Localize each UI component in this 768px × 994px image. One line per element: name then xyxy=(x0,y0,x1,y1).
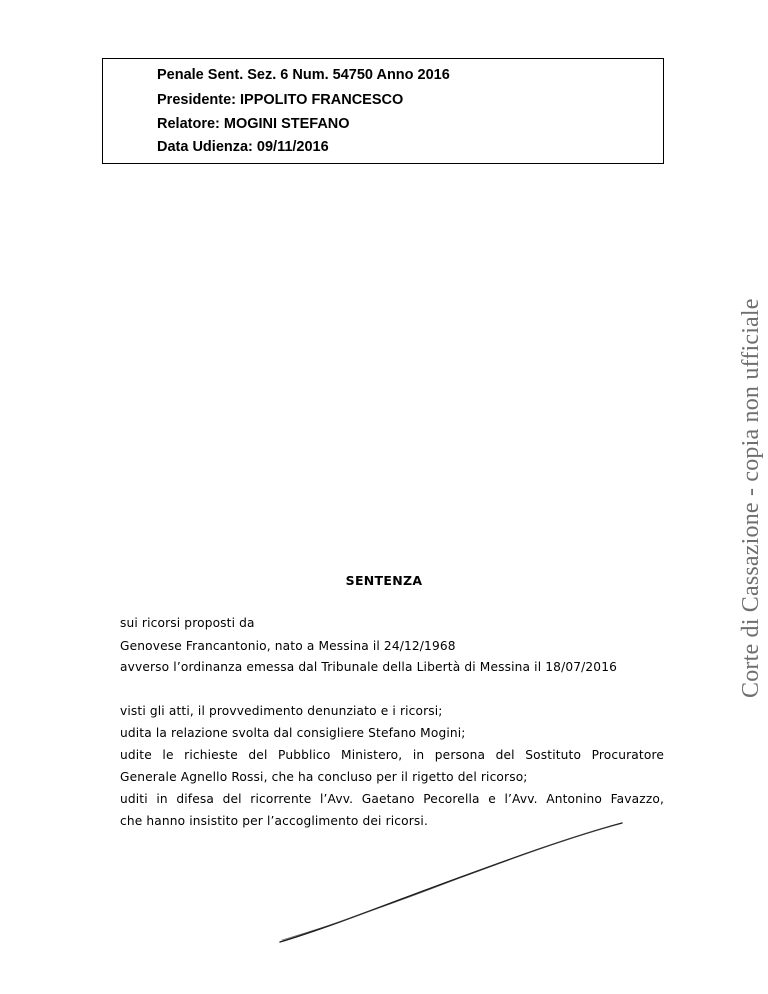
watermark-text: Corte di Cassazione - copia non ufficiale xyxy=(738,298,764,698)
case-header-box xyxy=(102,58,664,164)
document-title: SENTENZA xyxy=(345,573,423,588)
intro-line: Genovese Francantonio, nato a Messina il 24/12/1968 xyxy=(120,639,456,653)
rapporteur-line: Relatore: MOGINI STEFANO xyxy=(157,116,350,132)
body-line: visti gli atti, il provvedimento denunziato e i ricorsi; xyxy=(120,704,443,718)
case-number-line: Penale Sent. Sez. 6 Num. 54750 Anno 2016 xyxy=(157,67,450,83)
president-line: Presidente: IPPOLITO FRANCESCO xyxy=(157,92,404,108)
hearing-date-line: Data Udienza: 09/11/2016 xyxy=(157,139,329,155)
body-line: udite le richieste del Pubblico Ministero, in persona del Sostituto Procuratore xyxy=(120,748,664,762)
body-line: udita la relazione svolta dal consigliere Stefano Mogini; xyxy=(120,726,466,740)
body-line: uditi in difesa del ricorrente l’Avv. Gaetano Pecorella e l’Avv. Antonino Favazzo, xyxy=(120,792,664,806)
intro-line: sui ricorsi proposti da xyxy=(120,616,255,630)
body-line: Generale Agnello Rossi, che ha concluso per il rigetto del ricorso; xyxy=(120,770,528,784)
intro-line: avverso l’ordinanza emessa dal Tribunale della Libertà di Messina il 18/07/2016 xyxy=(120,660,618,674)
body-line: che hanno insistito per l’accoglimento dei ricorsi. xyxy=(120,814,428,828)
signature-stroke xyxy=(270,815,630,950)
